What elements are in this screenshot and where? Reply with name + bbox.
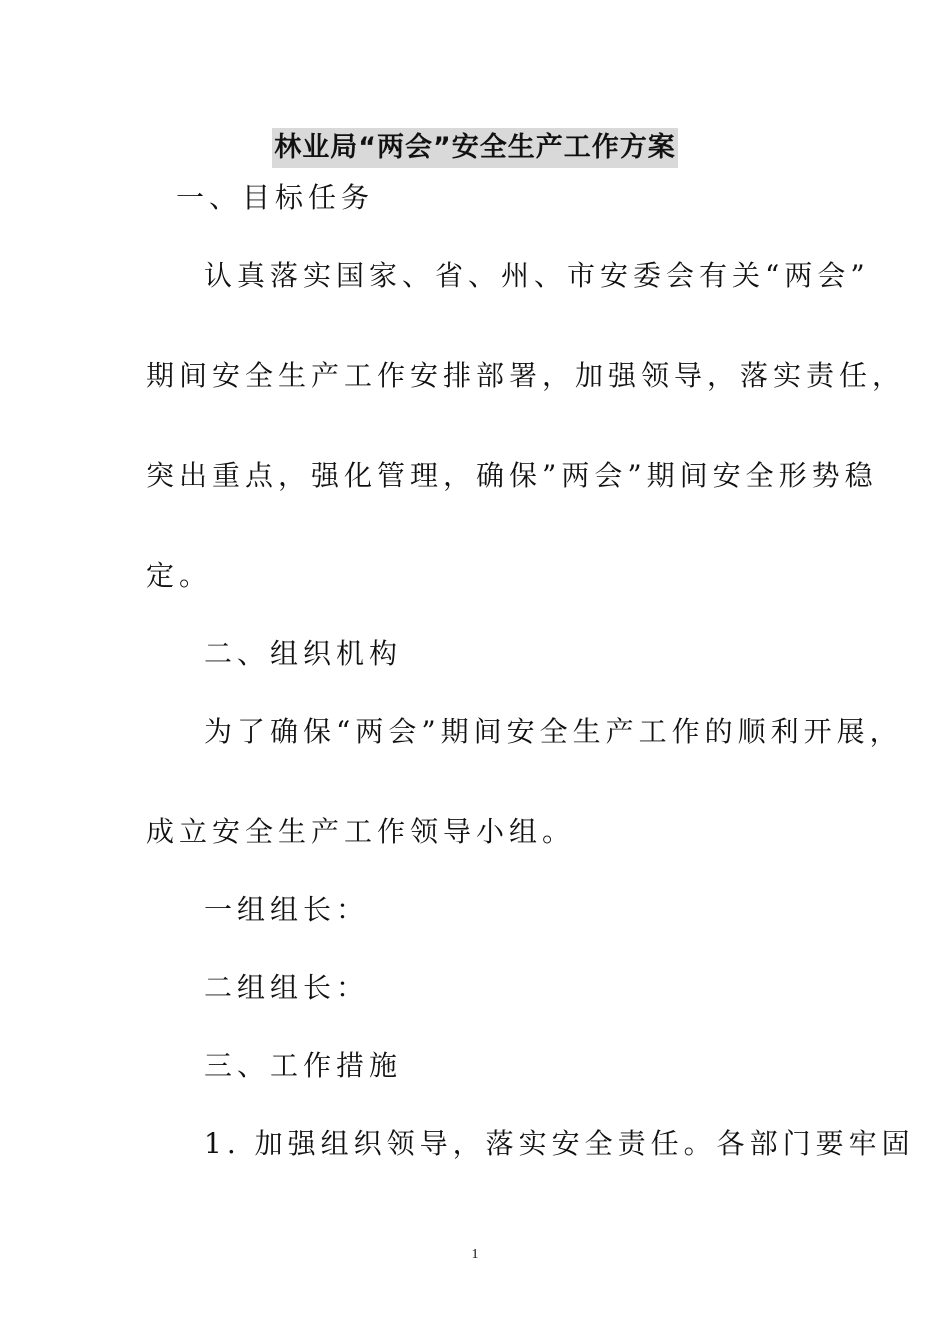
section-heading-1: 一、目标任务 <box>176 181 375 214</box>
paragraph-line: 1. 加强组织领导，落实安全责任。各部门要牢固 <box>204 1127 915 1160</box>
group-leader-1: 一组组长： <box>204 893 370 926</box>
paragraph-line: 期间安全生产工作安排部署，加强领导，落实责任， <box>146 359 906 392</box>
section-heading-3: 三、工作措施 <box>204 1049 403 1082</box>
section-heading-2: 二、组织机构 <box>204 637 403 670</box>
title-container <box>0 128 950 168</box>
paragraph-line: 突出重点，强化管理，确保”两会”期间安全形势稳 <box>146 459 878 492</box>
paragraph-line: 成立安全生产工作领导小组。 <box>146 815 576 848</box>
paragraph-line: 为了确保“两会”期间安全生产工作的顺利开展， <box>204 715 903 748</box>
document-title: 林业局“两会”安全生产工作方案 <box>272 128 678 168</box>
group-leader-2: 二组组长： <box>204 971 370 1004</box>
paragraph-line: 定。 <box>146 559 213 592</box>
paragraph-line: 认真落实国家、省、州、市安委会有关“两会” <box>204 259 870 292</box>
page-number: 1 <box>471 1247 479 1262</box>
